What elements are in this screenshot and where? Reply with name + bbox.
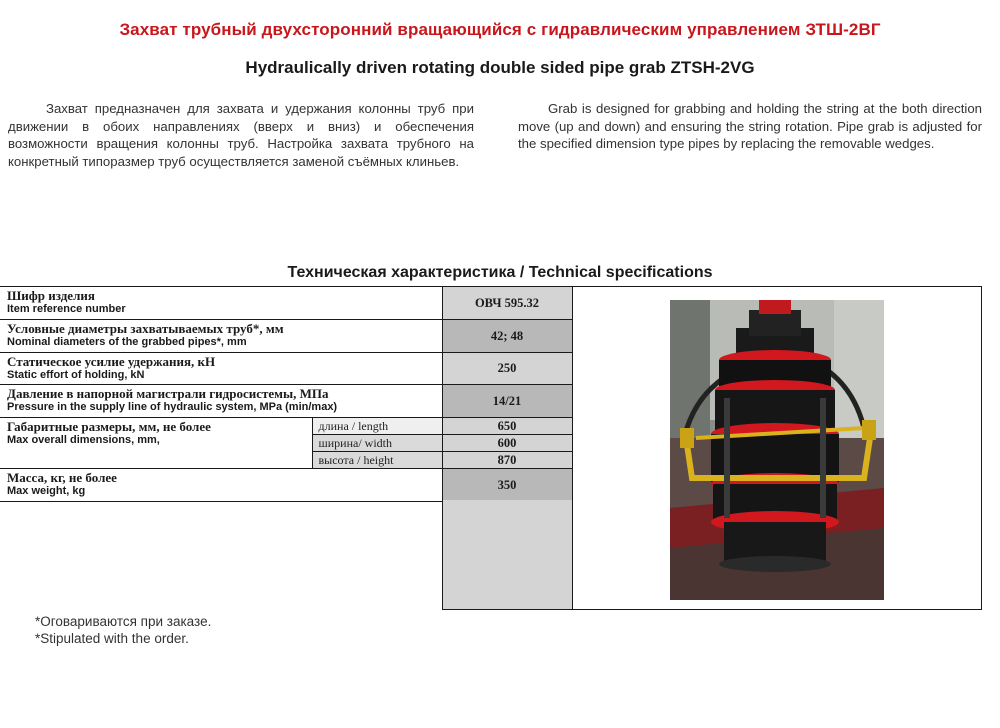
spec-label-ru: Статическое усилие удержания, кН [7,354,216,369]
spec-value-pressure: 14/21 [442,385,572,418]
spec-label-en: Item reference number [7,303,126,315]
spec-label-ru: Масса, кг, не более [7,470,117,485]
spec-label-en: Pressure in the supply line of hydraulic system, MPa (min/max) [7,401,338,413]
spec-row-effort [0,353,572,385]
spec-row-item-ref [0,287,572,320]
spec-label [0,287,442,320]
specs-table [0,286,573,502]
spec-label [0,353,442,385]
spec-row-pressure [0,385,572,418]
spec-sublabel-height: высота / height [312,452,442,469]
spec-label [0,320,442,353]
description-english: Grab is designed for grabbing and holding the string at the both direction move (up and down) and ensuring the string rotation. Pipe grab is adjusted for the specified dimension type pipes by replacing the removable wedges. [518,101,982,151]
spec-label-ru: Условные диаметры захватываемых труб*, мм [7,321,284,336]
title-russian: Захват трубный двухсторонний вращающийся с гидравлическим управлением ЗТШ-2ВГ [119,20,881,39]
spec-value-height: 870 [442,452,572,469]
spec-value-width: 600 [442,435,572,452]
specs-heading: Техническая характеристика / Technical specifications [287,264,713,281]
footnote-russian: *Оговариваются при заказе. [35,614,212,629]
spec-table-filler [442,500,573,610]
spec-sublabel-width: ширина/ width [312,435,442,452]
spec-value-effort: 250 [442,353,572,385]
spec-label-en: Static effort of holding, kN [7,369,145,381]
spec-label-ru: Шифр изделия [7,288,95,303]
spec-label [0,418,312,469]
spec-label-ru: Габаритные размеры, мм, не более [7,419,211,434]
spec-label-en: Max overall dimensions, mm, [7,434,160,446]
spec-label-ru: Давление в напорной магистрали гидросистемы, МПа [7,386,329,401]
spec-value-item-ref: ОВЧ 595.32 [442,287,572,320]
spec-label [0,469,442,502]
spec-row-length [0,418,572,435]
product-photo [574,288,982,610]
footnote-english: *Stipulated with the order. [35,631,189,646]
title-english: Hydraulically driven rotating double sided pipe grab ZTSH-2VG [245,58,755,77]
spec-row-diameters [0,320,572,353]
spec-row-weight [0,469,572,502]
spec-sublabel-length: длина / length [312,418,442,435]
spec-value-weight: 350 [442,469,572,502]
spec-value-diameters: 42; 48 [442,320,572,353]
spec-label [0,385,442,418]
spec-value-length: 650 [442,418,572,435]
spec-label-en: Max weight, kg [7,485,86,497]
product-photo-frame [572,286,982,610]
spec-label-en: Nominal diameters of the grabbed pipes*, mm [7,336,247,348]
description-russian: Захват предназначен для захвата и удержания колонны труб при движении в обоих направлениях (вверх и вниз) и обеспечения возможности вращения колонны труб. Настройка захвата трубного на конкретный типоразмер труб осуществляется заменой съёмных клиньев. [8,101,474,169]
